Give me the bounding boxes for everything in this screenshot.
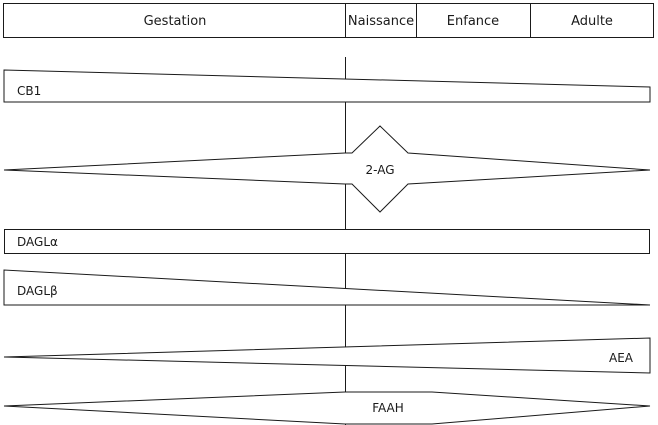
aea-shape (4, 338, 650, 373)
aea-label: AEA (609, 351, 633, 365)
curve-dagl-beta (4, 270, 650, 305)
dagl-beta-label: DAGLβ (17, 284, 58, 298)
curve-aea (4, 338, 650, 373)
curve-faah (4, 392, 650, 424)
curve-dagl-alpha (5, 230, 650, 254)
curve-2ag (4, 126, 650, 212)
dagl-alpha-label: DAGLα (17, 235, 58, 249)
stage-enfance: Enfance (446, 14, 500, 29)
curve-cb1 (4, 70, 650, 102)
faah-label: FAAH (372, 401, 404, 415)
timeline-frame (4, 4, 654, 38)
cb1-label: CB1 (17, 84, 42, 98)
faah-shape (4, 392, 650, 424)
2ag-label: 2-AG (365, 163, 395, 177)
cb1-shape (4, 70, 650, 102)
timeline-header (4, 4, 654, 38)
stage-gestation: Gestation (143, 14, 207, 29)
stage-adulte: Adulte (571, 14, 613, 29)
stage-naissance: Naissance (347, 14, 415, 29)
dagl-beta-shape (4, 270, 650, 305)
dagl-alpha-shape (5, 230, 650, 254)
2ag-shape (4, 126, 650, 212)
